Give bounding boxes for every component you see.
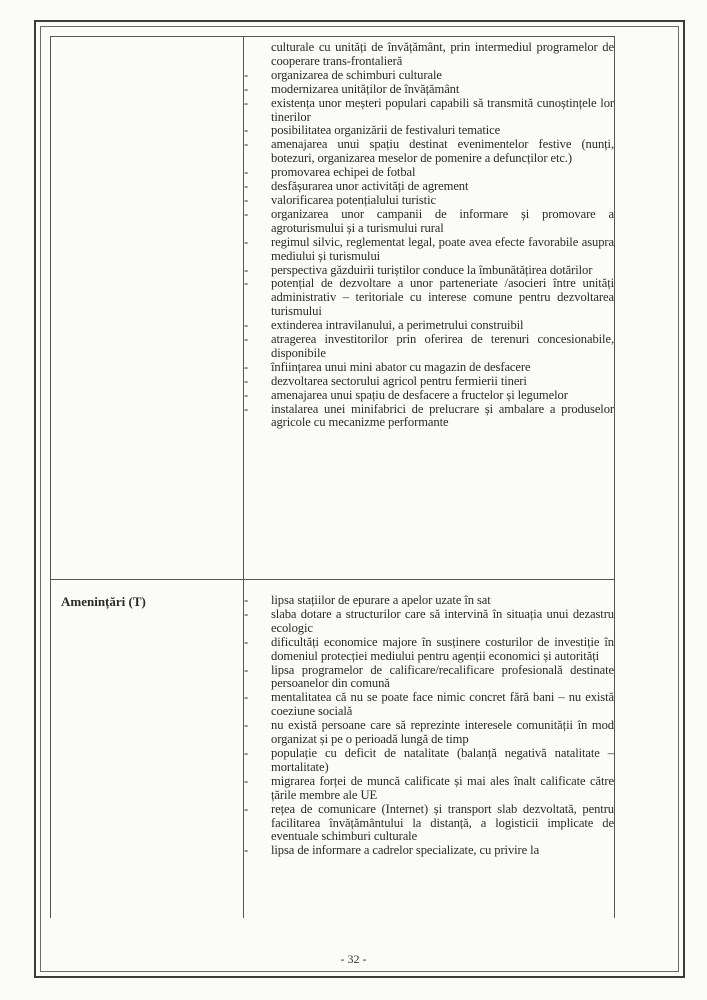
list-item [244, 747, 614, 775]
list-item [244, 844, 614, 858]
bullet-dash: - [244, 359, 249, 374]
list-item-text: extinderea intravilanului, a perimetrului construibil [271, 318, 524, 333]
bullet-dash: - [244, 192, 249, 207]
list-item-text: regimul silvic, reglementat legal, poate avea efecte favorabile asupra mediului și turismului [271, 234, 614, 263]
list-item-text: dificultăți economice majore în susținere costurilor de investiție în domeniul protecției mediului pentru agenții economici și autorități [271, 634, 614, 663]
list-item-text: existența unor meșteri populari capabili să transmită cunoștințele lor tinerilor [271, 95, 614, 124]
list-item-text: posibilitatea organizării de festivaluri tematice [271, 123, 501, 138]
list-item [244, 691, 614, 719]
threats-row [51, 580, 615, 919]
bullet-dash: - [244, 137, 249, 152]
bullet-dash: - [244, 387, 249, 402]
bullet-dash: - [244, 773, 249, 788]
list-item-text: perspectiva găzduirii turiștilor conduce la îmbunătățirea dotărilor [271, 262, 593, 277]
threats-label: Amenințări (T) [61, 594, 146, 609]
list-item [244, 319, 614, 333]
list-item-text: modernizarea unităților de învățământ [271, 81, 460, 96]
list-item-text: amenajarea unui spațiu destinat evenimentelor festive (nunți, botezuri, organizarea meselor de pomenire a defuncților etc.) [271, 137, 614, 166]
list-item [244, 333, 614, 361]
page-number: - 32 - [340, 952, 367, 966]
list-item [244, 69, 614, 83]
list-item-text: instalarea unei minifabrici de prelucrare și ambalare a produselor agricole cu mecanizme performante [271, 401, 614, 430]
list-item-text: dezvoltarea sectorului agricol pentru fermierii tineri [271, 373, 527, 388]
list-item [244, 277, 614, 319]
list-item-text: înființarea unui mini abator cu magazin de desfacere [271, 359, 531, 374]
bullet-dash: - [244, 634, 249, 649]
list-item-text: nu există persoane care să reprezinte interesele comunității în mod organizat și pe o perioadă lungă de timp [271, 718, 614, 747]
list-item [244, 83, 614, 97]
list-item [244, 236, 614, 264]
list-item-text: amenajarea unui spațiu de desfacere a fructelor și legumelor [271, 387, 568, 402]
list-item-text: promovarea echipei de fotbal [271, 165, 416, 180]
bullet-dash: - [244, 165, 249, 180]
list-item [244, 403, 614, 431]
list-item [244, 664, 614, 692]
bullet-dash: - [244, 843, 249, 858]
threats-content-cell [244, 580, 615, 919]
threats-list [244, 594, 614, 858]
list-item-text: atragerea investitorilor prin oferirea de terenuri concesionabile, disponibile [271, 332, 614, 360]
list-item [244, 594, 614, 608]
bullet-dash: - [244, 662, 249, 677]
bullet-dash: - [244, 234, 249, 249]
bullet-dash: - [244, 401, 249, 416]
list-item [244, 608, 614, 636]
list-item-text: populație cu deficit de natalitate (balanță negativă natalitate – mortalitate) [271, 745, 614, 774]
list-item [244, 775, 614, 803]
bullet-dash: - [244, 276, 249, 291]
bullet-dash: - [244, 206, 249, 221]
list-item [244, 803, 614, 845]
list-item [244, 166, 614, 180]
list-item [244, 264, 614, 278]
bullet-dash: - [244, 67, 249, 82]
threats-label-cell [51, 580, 244, 919]
bullet-dash: - [244, 332, 249, 347]
list-item-text: organizarea unor campanii de informare și promovare a agroturismului și a turismului rural [271, 206, 614, 235]
opportunities-content-cell [244, 37, 615, 580]
bullet-dash: - [244, 718, 249, 733]
list-item-text: mentalitatea că nu se poate face nimic concret fără bani – nu există coeziune socială [271, 690, 614, 719]
list-item-text: lipsa stațiilor de epurare a apelor uzate în sat [271, 593, 491, 607]
list-item [244, 361, 614, 375]
list-item-text: migrarea forței de muncă calificate și mai ales înalt calificate către țările membre ale UE [271, 773, 614, 802]
list-item-text: desfășurarea unor activități de agrement [271, 179, 469, 194]
bullet-dash: - [244, 801, 249, 816]
bullet-dash: - [244, 179, 249, 194]
bullet-dash: - [244, 593, 249, 607]
list-item-text: rețea de comunicare (Internet) și transport slab dezvoltată, pentru facilitarea învățământului la distanță, a logisticii implicate de eventuale schimburi culturale [271, 801, 614, 844]
bullet-dash: - [244, 123, 249, 138]
list-item [244, 208, 614, 236]
list-item [244, 180, 614, 194]
list-item-text: valorificarea potențialului turistic [271, 192, 436, 207]
bullet-dash: - [244, 262, 249, 277]
list-item [244, 41, 614, 69]
list-item [244, 719, 614, 747]
bullet-dash: - [244, 606, 249, 621]
bullet-dash: - [244, 745, 249, 760]
list-item [244, 636, 614, 664]
list-item [244, 375, 614, 389]
list-item [244, 97, 614, 125]
bullet-dash: - [244, 95, 249, 110]
opportunities-list [244, 41, 614, 430]
list-item-text: organizarea de schimburi culturale [271, 67, 442, 82]
list-item-text: lipsa de informare a cadrelor specializate, cu privire la [271, 843, 540, 858]
list-item [244, 138, 614, 166]
list-item-text: potențial de dezvoltare a unor parteneriate /asocieri între unități administrativ – teritoriale cu interese comune pentru dezvoltarea turismului [271, 276, 614, 319]
bullet-dash: - [244, 81, 249, 96]
bullet-dash: - [244, 318, 249, 333]
bullet-dash: - [244, 690, 249, 705]
opportunities-row [51, 37, 615, 580]
bullet-dash: - [244, 373, 249, 388]
opportunities-label-cell [51, 37, 244, 580]
swot-table [50, 36, 615, 918]
list-item [244, 194, 614, 208]
list-item-text: lipsa programelor de calificare/recalificare profesională destinate persoanelor din comună [271, 662, 614, 691]
list-item [244, 389, 614, 403]
list-item [244, 124, 614, 138]
list-item-text: slaba dotare a structurilor care să intervină în situația unui dezastru ecologic [271, 606, 614, 635]
list-item-text: culturale cu unități de învățământ, prin intermediul programelor de cooperare trans-frontalieră [271, 40, 614, 68]
